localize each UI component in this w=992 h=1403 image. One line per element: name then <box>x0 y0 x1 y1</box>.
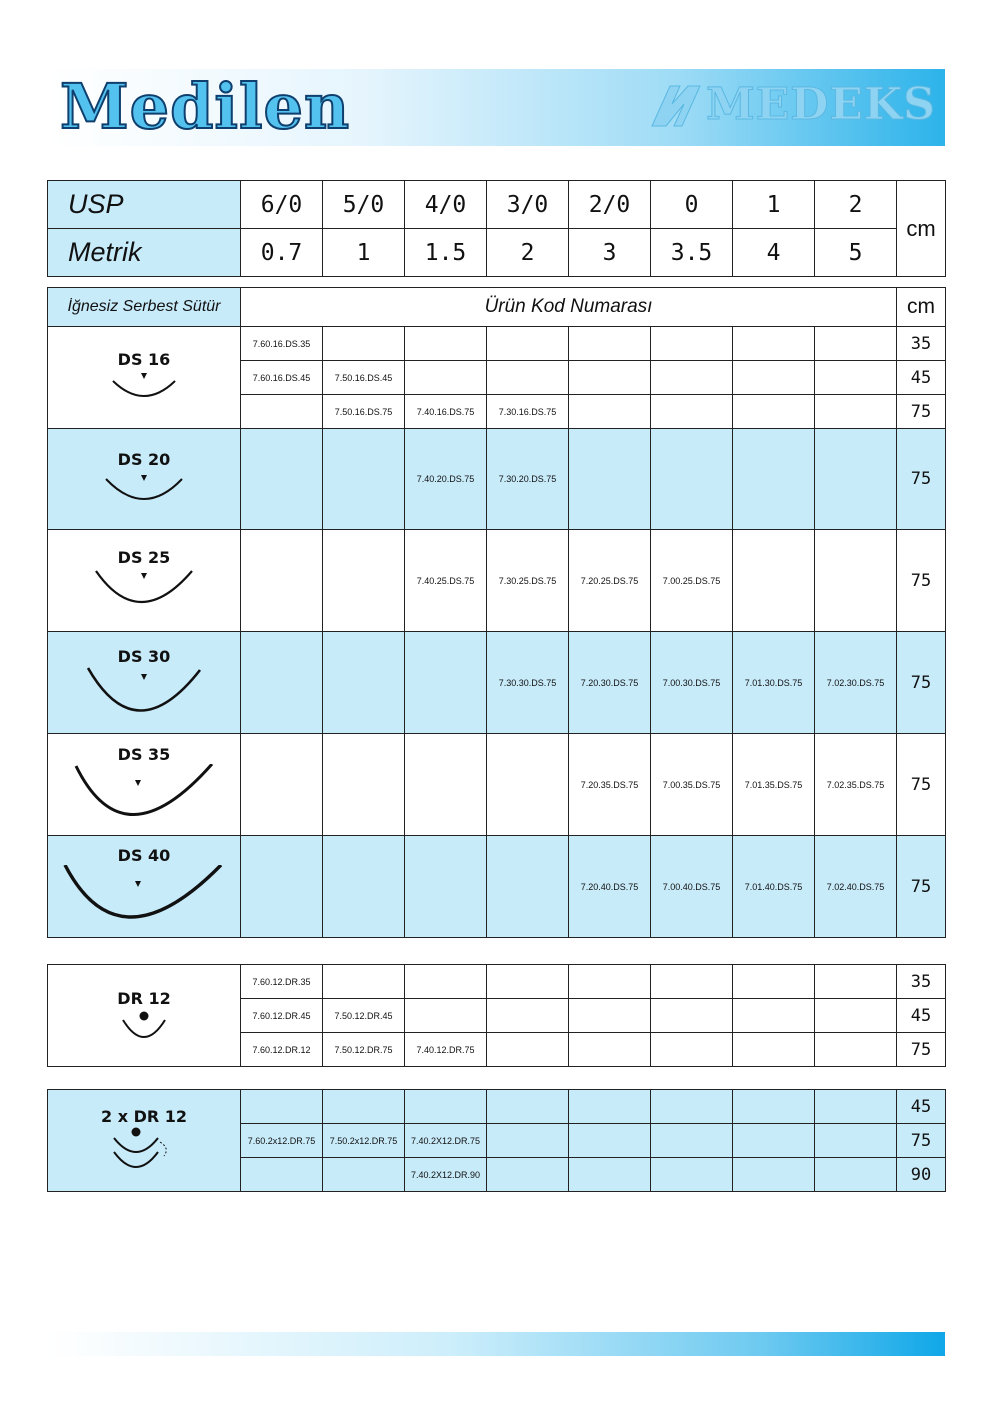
needle-name: DS 40 <box>117 846 171 865</box>
code-cell <box>241 530 323 632</box>
code-cell: 7.02.35.DS.75 <box>815 734 897 836</box>
usp-value: 1 <box>733 181 815 229</box>
code-cell: 7.02.30.DS.75 <box>815 632 897 734</box>
needle-name: DS 20 <box>117 449 171 469</box>
table-row <box>48 734 946 836</box>
needle-cell-ds20 <box>48 429 241 530</box>
column-header-needle: İğnesiz Serbest Sütür <box>48 288 241 327</box>
code-cell <box>651 327 733 361</box>
code-cell <box>405 836 487 938</box>
usp-value: 5/0 <box>323 181 405 229</box>
code-cell <box>651 1090 733 1124</box>
medeks-wordmark: MEDEKS <box>706 79 936 130</box>
metric-value: 2 <box>487 229 569 277</box>
usp-label: USP <box>48 181 241 229</box>
metric-value: 3.5 <box>651 229 733 277</box>
code-cell: 7.20.40.DS.75 <box>569 836 651 938</box>
code-cell <box>815 327 897 361</box>
code-cell <box>569 1124 651 1158</box>
code-cell <box>733 530 815 632</box>
table-row <box>48 530 946 632</box>
code-cell <box>323 429 405 530</box>
code-cell: 7.60.16.DS.45 <box>241 361 323 395</box>
needle-curve-icon <box>64 764 224 824</box>
code-cell <box>241 632 323 734</box>
code-cell: 7.40.16.DS.75 <box>405 395 487 429</box>
needle-name: DR 12 <box>117 989 171 1008</box>
usp-value: 6/0 <box>241 181 323 229</box>
code-cell <box>569 965 651 999</box>
length-cell: 75 <box>897 1124 946 1158</box>
usp-value: 3/0 <box>487 181 569 229</box>
footer-band <box>47 1332 945 1356</box>
code-cell <box>405 361 487 395</box>
length-cell: 75 <box>897 1033 946 1067</box>
code-cell <box>733 1090 815 1124</box>
code-cell: 7.40.25.DS.75 <box>405 530 487 632</box>
code-cell <box>733 327 815 361</box>
code-cell: 7.00.40.DS.75 <box>651 836 733 938</box>
code-cell <box>405 1090 487 1124</box>
code-cell <box>487 1158 569 1192</box>
needle-curve-icon <box>109 1008 179 1042</box>
code-cell <box>569 429 651 530</box>
table-row <box>48 965 946 999</box>
medeks-mark-icon <box>648 84 708 128</box>
needle-name: 2 x DR 12 <box>100 1107 188 1126</box>
code-cell <box>815 1124 897 1158</box>
code-cell <box>323 836 405 938</box>
code-cell <box>323 734 405 836</box>
code-cell <box>815 429 897 530</box>
code-cell: 7.50.16.DS.45 <box>323 361 405 395</box>
needle-curve-icon <box>59 865 229 927</box>
code-cell <box>651 999 733 1033</box>
needle-cell-ds40 <box>48 836 241 938</box>
metric-value: 5 <box>815 229 897 277</box>
usp-value: 4/0 <box>405 181 487 229</box>
cm-label: cm <box>897 181 946 277</box>
code-cell <box>405 965 487 999</box>
needle-cell-dr12 <box>48 965 241 1067</box>
code-cell <box>487 836 569 938</box>
usp-value: 0 <box>651 181 733 229</box>
length-cell: 75 <box>897 395 946 429</box>
code-cell: 7.01.35.DS.75 <box>733 734 815 836</box>
code-cell: 7.01.40.DS.75 <box>733 836 815 938</box>
dr12x2-table <box>47 1089 946 1192</box>
usp-value: 2 <box>815 181 897 229</box>
code-cell <box>651 429 733 530</box>
code-cell: 7.50.12.DR.75 <box>323 1033 405 1067</box>
metric-value: 1 <box>323 229 405 277</box>
code-cell: 7.02.40.DS.75 <box>815 836 897 938</box>
code-cell <box>323 1090 405 1124</box>
needle-name: DS 16 <box>117 350 171 369</box>
code-cell <box>241 1090 323 1124</box>
code-cell: 7.60.16.DS.35 <box>241 327 323 361</box>
code-cell <box>487 999 569 1033</box>
code-cell <box>651 1158 733 1192</box>
code-cell <box>815 361 897 395</box>
code-cell <box>733 429 815 530</box>
code-cell <box>815 530 897 632</box>
length-cell: 75 <box>897 530 946 632</box>
code-cell: 7.20.35.DS.75 <box>569 734 651 836</box>
length-cell: 75 <box>897 734 946 836</box>
code-cell <box>405 999 487 1033</box>
code-cell <box>405 632 487 734</box>
needle-cell-ds16 <box>48 327 241 429</box>
dr12-table <box>47 964 946 1067</box>
length-cell: 35 <box>897 327 946 361</box>
metric-row <box>48 229 946 277</box>
usp-row <box>48 181 946 229</box>
code-cell <box>569 1090 651 1124</box>
code-cell <box>651 965 733 999</box>
code-cell <box>651 361 733 395</box>
code-cell <box>487 361 569 395</box>
code-cell <box>733 1124 815 1158</box>
code-cell: 7.60.2x12.DR.75 <box>241 1124 323 1158</box>
code-cell <box>733 965 815 999</box>
code-cell <box>569 999 651 1033</box>
code-cell: 7.00.25.DS.75 <box>651 530 733 632</box>
code-cell: 7.50.16.DS.75 <box>323 395 405 429</box>
code-cell: 7.20.30.DS.75 <box>569 632 651 734</box>
medilen-logo: Medilen <box>60 70 351 143</box>
table-row <box>48 327 946 361</box>
code-cell <box>815 395 897 429</box>
needle-curve-icon <box>99 369 189 405</box>
code-cell <box>815 999 897 1033</box>
code-cell <box>241 429 323 530</box>
code-cell: 7.20.25.DS.75 <box>569 530 651 632</box>
needle-curve-icon <box>74 666 214 718</box>
code-cell: 7.00.35.DS.75 <box>651 734 733 836</box>
code-cell: 7.30.30.DS.75 <box>487 632 569 734</box>
code-cell <box>733 999 815 1033</box>
needle-name: DS 35 <box>117 745 171 764</box>
code-cell <box>323 327 405 361</box>
needle-curve-icon <box>94 469 194 509</box>
code-cell <box>815 965 897 999</box>
code-cell: 7.40.2X12.DR.90 <box>405 1158 487 1192</box>
code-cell: 7.30.20.DS.75 <box>487 429 569 530</box>
length-cell: 90 <box>897 1158 946 1192</box>
length-cell: 45 <box>897 1090 946 1124</box>
code-cell: 7.30.16.DS.75 <box>487 395 569 429</box>
code-cell <box>487 1090 569 1124</box>
code-cell <box>405 734 487 836</box>
code-cell <box>241 1158 323 1192</box>
needle-curve-icon <box>84 567 204 613</box>
code-cell <box>241 734 323 836</box>
code-cell <box>569 327 651 361</box>
table-row <box>48 1090 946 1124</box>
needle-cell-ds35 <box>48 734 241 836</box>
code-cell <box>241 395 323 429</box>
code-cell <box>569 1158 651 1192</box>
needle-name: DS 25 <box>117 548 171 567</box>
length-cell: 45 <box>897 361 946 395</box>
code-cell <box>487 1124 569 1158</box>
code-cell: 7.01.30.DS.75 <box>733 632 815 734</box>
metric-label: Metrik <box>48 229 241 277</box>
metric-value: 0.7 <box>241 229 323 277</box>
metric-value: 4 <box>733 229 815 277</box>
length-cell: 75 <box>897 429 946 530</box>
needle-cell-ds30 <box>48 632 241 734</box>
code-cell <box>733 395 815 429</box>
length-cell: 45 <box>897 999 946 1033</box>
double-needle-icon <box>104 1126 184 1174</box>
code-cell: 7.60.12.DR.35 <box>241 965 323 999</box>
code-cell: 7.00.30.DS.75 <box>651 632 733 734</box>
medeks-logo <box>648 79 936 130</box>
code-cell <box>815 1033 897 1067</box>
table-row <box>48 429 946 530</box>
length-cell: 75 <box>897 632 946 734</box>
code-cell <box>651 1033 733 1067</box>
code-cell <box>733 361 815 395</box>
code-cell <box>815 1090 897 1124</box>
code-cell <box>323 965 405 999</box>
code-cell <box>405 327 487 361</box>
table-row <box>48 836 946 938</box>
code-cell: 7.60.12.DR.12 <box>241 1033 323 1067</box>
size-table <box>47 180 946 277</box>
code-cell: 7.50.2x12.DR.75 <box>323 1124 405 1158</box>
code-cell <box>815 1158 897 1192</box>
length-cell: 75 <box>897 836 946 938</box>
code-cell: 7.40.2X12.DR.75 <box>405 1124 487 1158</box>
code-cell <box>569 395 651 429</box>
code-cell <box>651 395 733 429</box>
code-cell <box>733 1158 815 1192</box>
code-cell: 7.40.12.DR.75 <box>405 1033 487 1067</box>
code-cell <box>487 734 569 836</box>
table-row <box>48 632 946 734</box>
code-cell <box>569 1033 651 1067</box>
needle-name: DS 30 <box>117 647 171 666</box>
code-cell: 7.50.12.DR.45 <box>323 999 405 1033</box>
code-cell <box>323 632 405 734</box>
column-header-code: Ürün Kod Numarası <box>241 288 897 327</box>
code-cell: 7.30.25.DS.75 <box>487 530 569 632</box>
product-table <box>47 287 946 938</box>
metric-value: 3 <box>569 229 651 277</box>
length-cell: 35 <box>897 965 946 999</box>
needle-cell-ds25 <box>48 530 241 632</box>
code-cell <box>733 1033 815 1067</box>
code-cell <box>487 327 569 361</box>
code-cell <box>487 1033 569 1067</box>
usp-value: 2/0 <box>569 181 651 229</box>
code-cell <box>569 361 651 395</box>
needle-cell-dr12x2 <box>48 1090 241 1192</box>
code-cell: 7.40.20.DS.75 <box>405 429 487 530</box>
code-cell <box>241 836 323 938</box>
column-header-cm: cm <box>897 288 946 327</box>
metric-value: 1.5 <box>405 229 487 277</box>
code-cell <box>323 530 405 632</box>
product-table-header <box>48 288 946 327</box>
code-cell <box>487 965 569 999</box>
code-cell: 7.60.12.DR.45 <box>241 999 323 1033</box>
code-cell <box>651 1124 733 1158</box>
code-cell <box>323 1158 405 1192</box>
